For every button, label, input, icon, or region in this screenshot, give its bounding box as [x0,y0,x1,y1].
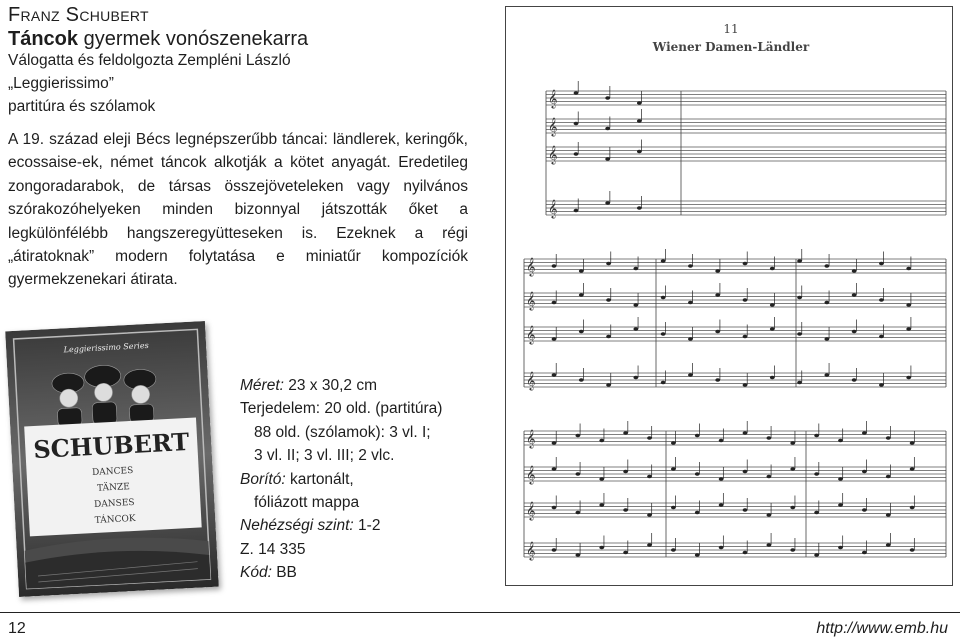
note-head [552,506,557,510]
note-head [599,477,604,481]
note-head [797,332,802,336]
note-head [862,508,867,512]
note-head [719,503,724,507]
cover-row [240,468,442,491]
cover-line-1: DANCES [91,465,134,479]
note-head [575,434,580,438]
note-head [623,551,628,555]
cover-series-script: Leggierissimo Series [63,340,149,355]
note-head [906,327,911,331]
note-head [606,383,611,387]
difficulty-value: 1-2 [353,517,381,535]
note-head [906,267,911,271]
score-sample-image [505,6,953,586]
note-head [715,269,720,273]
note-head [661,381,666,385]
description: A 19. század eleji Bécs legnépszerűbb táncai: ländlerek, keringők, ecossaise-ek, német táncok alkotják a kötet anyagát. Eredetileg zongoradarabok, de társas összejöveteleken vagy nyilvános szórakozóhelyeken minden bizonnyal játszották őket a legkülönfélébb hangszeregyütteseken is. Ezeknek a régi „átiratoknak” modern folytatása e miniatűr kompozíciók gyermekzenekari átirata. [8,131,468,289]
series-line: „Leggierissimo” [8,75,114,92]
note-head [879,298,884,302]
note-head [766,543,771,547]
note-head [910,548,915,552]
note-head [886,475,891,479]
note-head [574,152,579,156]
note-head [910,506,915,510]
note-head [838,546,843,550]
note-head [824,264,829,268]
note-head [743,551,748,555]
note-head [661,296,666,300]
extent-row [240,397,442,420]
note-head [719,477,724,481]
note-head [633,267,638,271]
score-number: 11 [723,22,739,36]
note-head [797,296,802,300]
extent-line-2: 88 old. (szólamok): 3 vl. I; [254,423,431,441]
note-head [574,122,579,126]
editor-line: Válogatta és feldolgozta Zempléni László [8,52,291,69]
note-head [605,96,610,100]
note-head [552,467,557,471]
note-head [671,506,676,510]
title-rest: gyermek vonószenekarra [78,28,309,50]
size-row [240,374,442,397]
extent-label: Terjedelem: [240,400,321,418]
footer-rule [0,612,960,613]
extent-line-3: 3 vl. II; 3 vl. III; 2 vlc. [254,447,395,465]
cover-label: Borító: [240,470,286,488]
note-head [715,378,720,382]
note-head [579,330,584,334]
note-head [647,436,652,440]
clef-mark: 𝄞 [548,89,558,108]
note-head [852,378,857,382]
note-head [770,303,775,307]
note-head [838,503,843,507]
note-head [606,262,611,266]
note-head [814,511,819,515]
note-head [743,262,748,266]
clef-mark: 𝄞 [526,465,536,484]
note-head [814,472,819,476]
note-head [688,301,693,305]
note-head [879,335,884,339]
note-head [719,439,724,443]
note-head [695,553,700,557]
note-head [671,467,676,471]
note-head [695,472,700,476]
cover-line-2: TÄNZE [96,482,131,494]
note-head [688,264,693,268]
note-head [575,472,580,476]
note-head [575,553,580,557]
cover-image [5,321,219,597]
clef-mark: 𝄞 [548,145,558,164]
note-head [633,376,638,380]
note-head [797,259,802,263]
clef-mark: 𝄞 [526,501,536,520]
note-head [906,303,911,307]
code-row [240,561,442,584]
page-number: 12 [8,620,26,637]
note-head [574,209,579,213]
note-head [838,477,843,481]
note-head [579,269,584,273]
note-head [647,513,652,517]
clef-mark: 𝄞 [526,429,536,448]
note-head [862,431,867,435]
note-head [552,548,557,552]
note-head [695,434,700,438]
title-bold: Táncok [8,28,79,50]
note-head [574,91,579,95]
note-head [599,439,604,443]
note-head [579,378,584,382]
clef-mark: 𝄞 [526,371,536,390]
note-head [695,511,700,515]
size-label: Méret: [240,377,284,394]
note-head [575,511,580,515]
cover-composer: SCHUBERT [32,426,190,465]
site-url[interactable]: http://www.emb.hu [816,620,948,637]
product-details [240,374,442,585]
note-head [647,543,652,547]
clef-mark: 𝄞 [526,325,536,344]
note-head [633,303,638,307]
note-head [633,327,638,331]
note-head [579,293,584,297]
clef-mark: 𝄞 [526,257,536,276]
note-head [671,548,676,552]
product-title [8,28,308,51]
cover-line-2: fóliázott mappa [254,494,360,512]
clef-mark: 𝄞 [548,117,558,136]
difficulty-row [240,514,442,537]
note-head [599,503,604,507]
note-head [852,269,857,273]
note-head [623,508,628,512]
format-line: partitúra és szólamok [8,98,156,115]
note-head [743,335,748,339]
note-head [637,119,642,123]
note-head [743,508,748,512]
note-head [552,264,557,268]
note-head [790,467,795,471]
note-head [766,475,771,479]
catalog-number: Z. 14 335 [240,540,306,558]
note-head [661,259,666,263]
note-head [552,301,557,305]
note-head [715,330,720,334]
note-head [688,337,693,341]
note-head [766,436,771,440]
note-head [605,127,610,131]
code-label: Kód: [240,564,272,582]
note-head [605,157,610,161]
note-head [824,301,829,305]
clef-mark: 𝄞 [526,541,536,560]
note-head [637,150,642,154]
note-head [886,543,891,547]
note-head [879,262,884,266]
note-head [770,376,775,380]
note-head [688,373,693,377]
note-head [814,553,819,557]
note-head [637,206,642,210]
note-head [606,298,611,302]
note-head [647,475,652,479]
size-value: 23 x 30,2 cm [283,377,377,394]
note-head [862,551,867,555]
note-head [743,470,748,474]
composer-name: Franz Schubert [8,4,149,26]
note-head [719,546,724,550]
code-value: BB [271,564,297,582]
note-head [910,467,915,471]
note-head [824,373,829,377]
cover-line-4: TÁNCOK [94,513,136,526]
note-head [838,439,843,443]
note-head [790,548,795,552]
note-head [906,376,911,380]
note-head [797,381,802,385]
note-head [910,441,915,445]
clef-mark: 𝄞 [548,199,558,218]
clef-mark: 𝄞 [526,291,536,310]
note-head [606,335,611,339]
cover-value: kartonált, [285,470,354,488]
note-head [766,513,771,517]
note-head [743,383,748,387]
extent-value: 20 old. (partitúra) [320,400,443,418]
score-heading: Wiener Damen-Ländler [652,40,810,54]
note-head [743,431,748,435]
note-head [623,431,628,435]
note-head [552,337,557,341]
note-head [852,330,857,334]
note-head [770,267,775,271]
note-head [661,332,666,336]
note-head [623,470,628,474]
note-head [599,546,604,550]
note-head [743,298,748,302]
note-head [770,327,775,331]
note-head [886,436,891,440]
note-head [605,201,610,205]
note-head [552,441,557,445]
note-head [552,373,557,377]
difficulty-label: Nehézségi szint: [240,517,354,535]
note-head [671,441,676,445]
cover-line-3: DANSES [93,497,135,510]
note-head [879,383,884,387]
note-head [715,293,720,297]
note-head [852,293,857,297]
note-head [824,337,829,341]
note-head [814,434,819,438]
note-head [790,441,795,445]
note-head [637,101,642,105]
note-head [862,470,867,474]
note-head [886,513,891,517]
note-head [790,506,795,510]
